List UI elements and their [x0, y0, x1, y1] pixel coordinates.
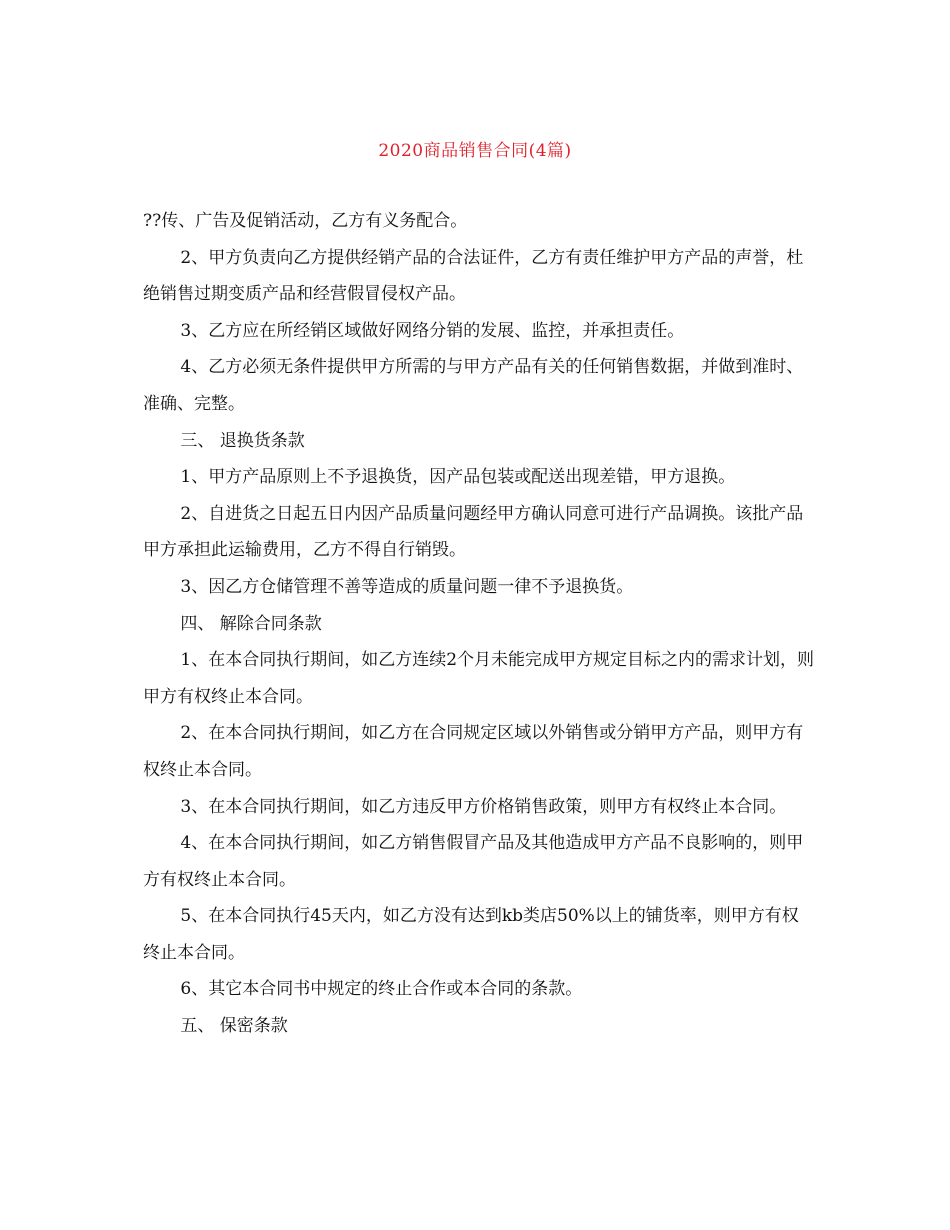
section-heading: 五、 保密条款 [180, 1016, 288, 1037]
paragraph: 4、在本合同执行期间，如乙方销售假冒产品及其他造成甲方产品不良影响的，则甲方有权终止本合同。 [143, 833, 804, 890]
paragraph: 5、在本合同执行45天内，如乙方没有达到kb类店50%以上的铺货率，则甲方有权终止本合同。 [143, 906, 799, 963]
paragraph: 4、乙方必须无条件提供甲方所需的与甲方产品有关的任何销售数据，并做到准时、准确、完整。 [143, 357, 804, 414]
section-heading: 四、 解除合同条款 [180, 613, 322, 634]
paragraph: 3、因乙方仓储管理不善等造成的质量问题一律不予退换货。 [180, 576, 634, 597]
document-body [143, 203, 815, 1045]
paragraph: 1、在本合同执行期间，如乙方连续2个月未能完成甲方规定目标之内的需求计划，则甲方有权终止本合同。 [143, 650, 815, 707]
paragraph: 1、甲方产品原则上不予退换货，因产品包装或配送出现差错，甲方退换。 [180, 467, 736, 488]
paragraph: ??传、广告及促销活动，乙方有义务配合。 [143, 211, 468, 231]
paragraph: 3、乙方应在所经销区域做好网络分销的发展、监控，并承担责任。 [180, 320, 685, 341]
paragraph: 2、甲方负责向乙方提供经销产品的合法证件，乙方有责任维护甲方产品的声誉，杜绝销售过期变质产品和经营假冒侵权产品。 [143, 247, 804, 305]
paragraph: 2、在本合同执行期间，如乙方在合同规定区域以外销售或分销甲方产品，则甲方有权终止本合同。 [143, 723, 804, 780]
document-title: 2020商品销售合同(4篇) [378, 141, 572, 161]
paragraph: 6、其它本合同书中规定的终止合作或本合同的条款。 [180, 979, 583, 1000]
paragraph: 3、在本合同执行期间，如乙方违反甲方价格销售政策，则甲方有权终止本合同。 [180, 796, 787, 817]
paragraph: 2、自进货之日起五日内因产品质量问题经甲方确认同意可进行产品调换。该批产品甲方承担此运输费用，乙方不得自行销毁。 [143, 503, 804, 561]
section-heading: 三、 退换货条款 [180, 430, 305, 451]
